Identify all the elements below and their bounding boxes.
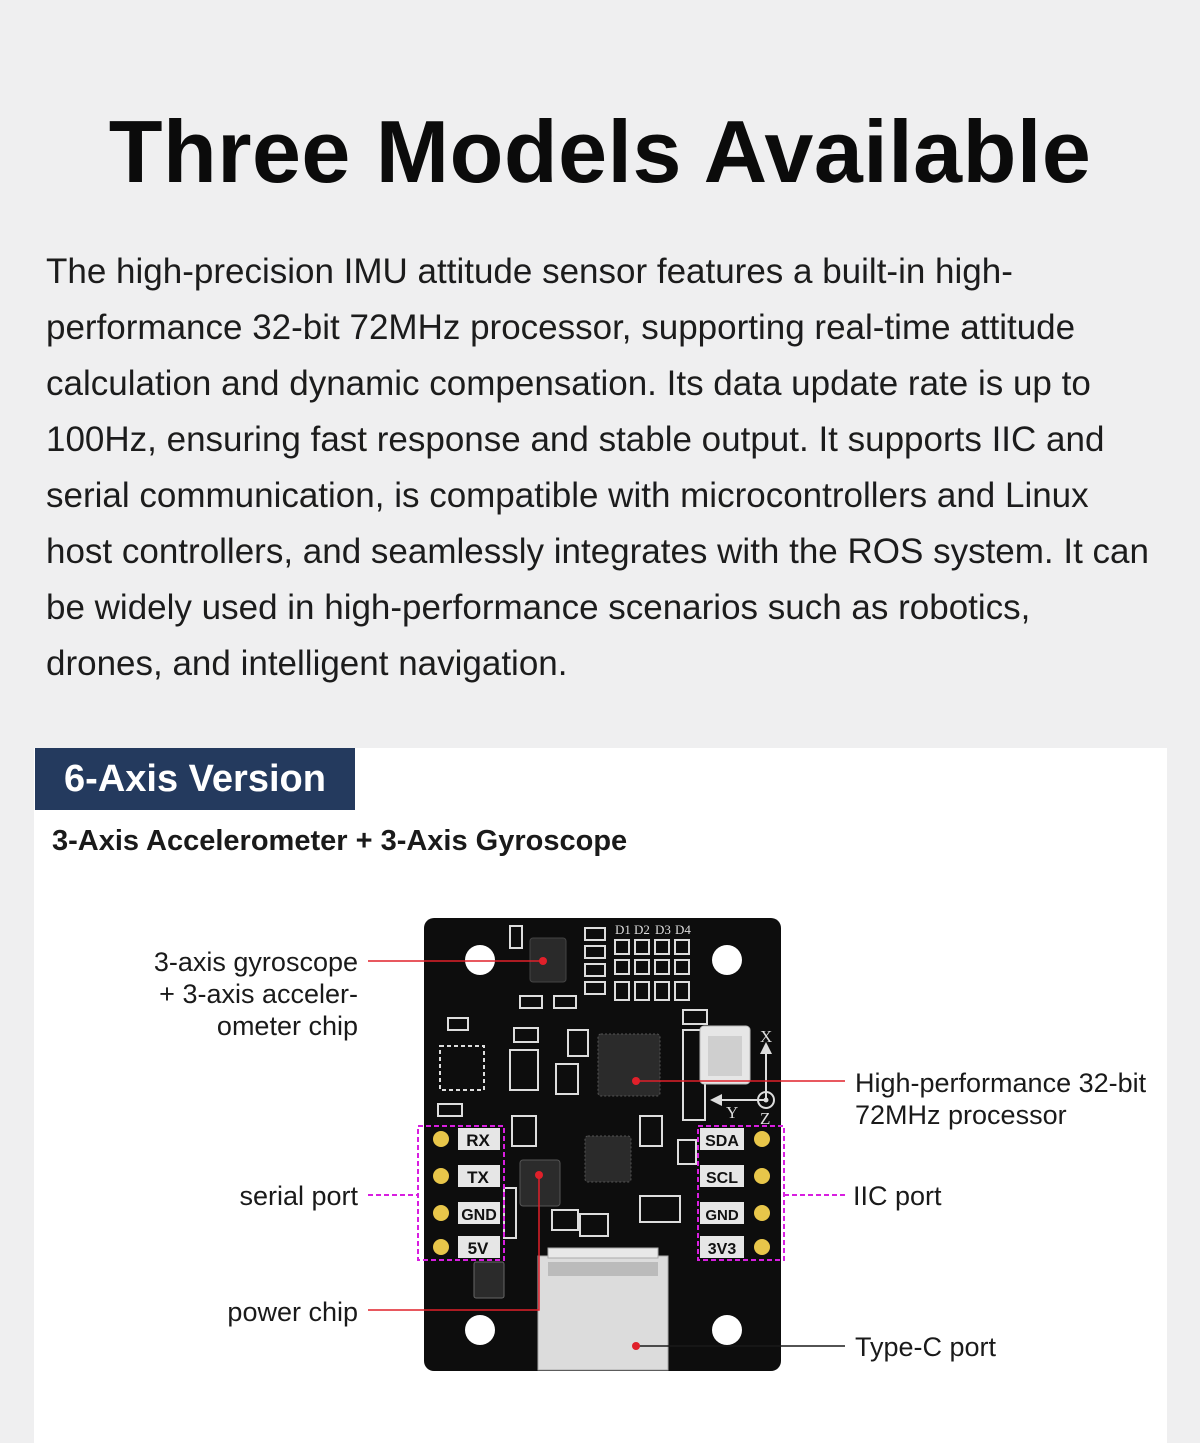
- power-chip-label: power chip: [227, 1297, 358, 1327]
- iic-port-label: IIC port: [853, 1181, 942, 1211]
- pin-label-left: 5V: [467, 1239, 489, 1258]
- pin-label-right: SDA: [705, 1133, 739, 1150]
- serial-port-label: serial port: [239, 1181, 358, 1211]
- pin-label-right: GND: [705, 1207, 739, 1224]
- led-label: D4: [675, 922, 691, 937]
- led-label: D3: [655, 922, 671, 937]
- processor-chip: [598, 1034, 660, 1096]
- section-subtitle: 3-Axis Accelerometer + 3-Axis Gyroscope: [52, 825, 628, 857]
- led-label: D1: [615, 922, 631, 937]
- mount-hole: [712, 945, 742, 975]
- axis-z-label: Z: [760, 1109, 771, 1128]
- pin-label-left: GND: [461, 1207, 497, 1224]
- pin-label-right: SCL: [706, 1170, 738, 1187]
- regulator-chip: [474, 1262, 504, 1298]
- mount-hole: [712, 1315, 742, 1345]
- gyro-callout-line2: + 3-axis acceler-: [159, 979, 358, 1009]
- axis-x-label: X: [760, 1027, 773, 1046]
- mount-hole: [465, 1315, 495, 1345]
- processor-callout-line1: High-performance 32-bit: [855, 1068, 1147, 1098]
- processor-callout-line2: 72MHz processor: [855, 1100, 1067, 1130]
- imu-chip: [530, 938, 566, 982]
- pin-label-left: TX: [467, 1168, 489, 1187]
- gyro-callout-line3: ometer chip: [216, 1011, 358, 1041]
- typec-port-label: Type-C port: [855, 1332, 997, 1362]
- secondary-chip: [585, 1136, 631, 1182]
- version-tag: 6-Axis Version: [35, 748, 355, 810]
- pin-label-right: 3V3: [707, 1241, 737, 1258]
- pin-label-left: RX: [466, 1131, 490, 1150]
- led-label: D2: [634, 922, 650, 937]
- intro-paragraph: The high-precision IMU attitude sensor features a built-in high-performance 32-bit 72MHz processor, supporting real-time attitude calculation and dynamic compensation. Its data update rate is up to 100Hz, ensuring fast response and stable output. It supports IIC and serial communication, is compatible with microcontrollers and Linux host controllers, and seamlessly integrates with the ROS system. It can be widely used in high-performance scenarios such as robotics, drones, and intelligent navigation.: [46, 252, 1149, 683]
- power-chip: [520, 1160, 560, 1206]
- gyro-callout-line1: 3-axis gyroscope: [153, 947, 358, 977]
- page-title: Three Models Available: [108, 102, 1092, 201]
- axis-y-label: Y: [726, 1103, 739, 1122]
- mount-hole: [465, 945, 495, 975]
